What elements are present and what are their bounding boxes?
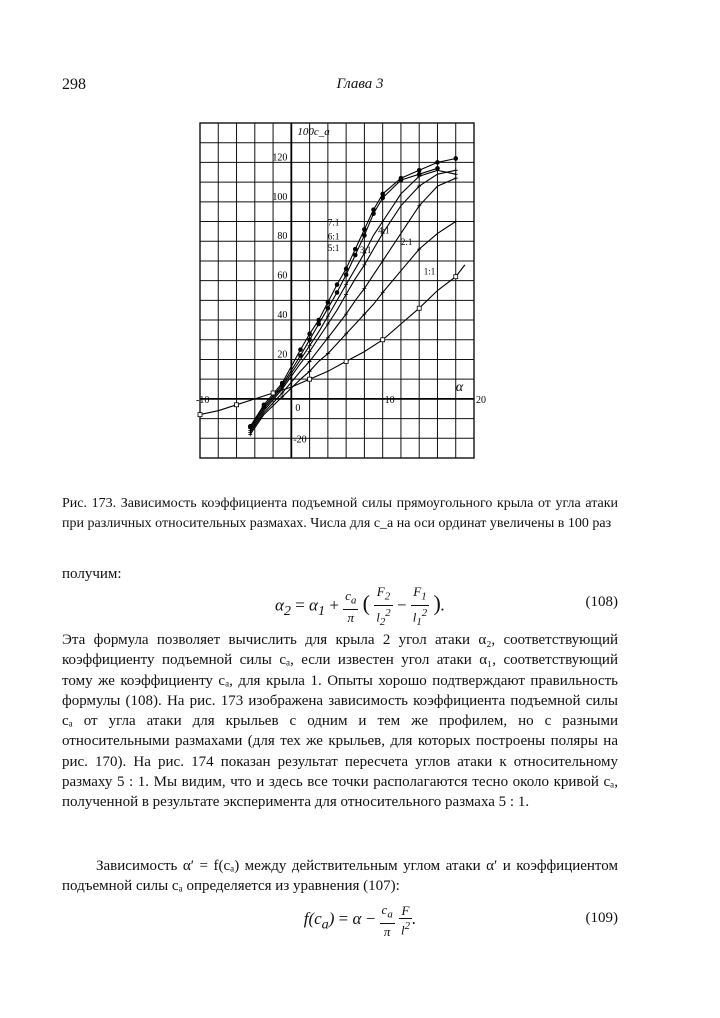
y-tick-label: 120 [272,152,288,164]
x-axis-label: α [455,379,464,395]
figure-caption [62,494,618,534]
x-tick-label: 20 [476,394,486,406]
data-point [371,211,376,216]
y-tick-label: 60 [277,270,288,282]
equation-108-number: (108) [585,594,618,610]
data-point [380,196,385,201]
lead-text: получим: [62,566,122,582]
series-label: 2:1 [400,237,413,248]
data-point [307,332,312,337]
data-point [326,306,331,311]
equation-109: $f(c_a) = \alpha$ − $\frac{c_a}{\pi}$ $\frac{F}{l^2}$ . [303,902,417,939]
data-point [316,322,321,327]
y-tick-label: -20 [293,434,307,446]
data-point [362,233,367,238]
paragraph-2: Зависимость α′ = f(cₐ) между действительным углом атаки α′ и коэффициентом подъемной силы cₐ определяется из уравнения (107): [62,858,618,895]
data-point [454,176,458,180]
page-number: 298 [62,76,86,93]
data-point [326,300,331,305]
data-point [198,413,202,417]
data-point [380,192,385,197]
equation-108: $\alpha_2 = \alpha_1$ + $\frac{c_a}{\pi}$ ( $\frac{F_2}{l_2^2}$ − $\frac{F_1}{l_1^2}$ ). [274,584,446,628]
data-point [454,168,458,172]
data-point [453,156,458,161]
data-point [417,168,422,173]
series-label: 1:1 [423,266,436,277]
lift-coefficient-chart [0,0,720,480]
data-point [454,275,458,279]
series-label: 7:1 [327,217,340,228]
series-label: 3:1 [359,245,372,256]
data-point [435,160,440,165]
running-head: Глава 3 [336,76,384,92]
data-point [335,290,340,295]
data-point [344,359,348,363]
data-point [307,337,312,342]
chart-series [198,156,465,436]
data-point [399,178,404,183]
data-point [298,347,303,352]
equation-109-number: (109) [585,910,618,926]
series-label: 4:1 [378,225,390,236]
data-point [381,338,385,342]
data-point [417,306,421,310]
x-tick-label: -10 [196,394,210,406]
y-tick-label: 80 [277,231,288,243]
x-tick-label: 10 [384,394,395,406]
x-tick-label: 0 [295,402,301,414]
y-tick-label: 20 [277,349,288,361]
data-point [308,377,312,381]
series-label: 6:1 [327,231,340,242]
paragraph-1: Эта формула позволяет вычислить для крыла 2 угол атаки α₂, соответствующий коэффициенту подъемной силы cₐ, если известен угол атаки α₁, соответствующий тому же коэффициенту cₐ, для крыла 1. Опыты хорошо подтверждают правильность формулы (108). На рис. 173 изображена зависимость коэффициента подъемной силы cₐ от угла атаки для крыльев с одним и тем же профилем, но с разными относительными размахами (для тех же крыльев, для которых построены поляры на рис. 170). На рис. 174 показан результат пересчета углов атаки к относительному размаху 5 : 1. Мы видим, что и здесь все точки располагаются тесно около кривой cₐ, полученной в результате эксперимента для относительного размаха 5 : 1. [62,632,618,811]
series-label: 5:1 [327,243,340,254]
data-point [353,253,358,258]
data-point [235,403,239,407]
data-point [335,282,340,287]
y-axis-label: 100c_a [297,126,330,138]
series-line [250,178,456,432]
data-point [344,272,349,277]
data-point [271,391,275,395]
data-point [454,172,458,176]
y-tick-label: 100 [272,191,288,203]
y-tick-label: 40 [277,310,288,322]
figure-caption-text: Рис. 173. Зависимость коэффициента подъемной силы прямоугольного крыла от угла атаки при различных относительных размахах. Числа для c_a на оси ординат увеличены в 100 раз [62,496,618,531]
